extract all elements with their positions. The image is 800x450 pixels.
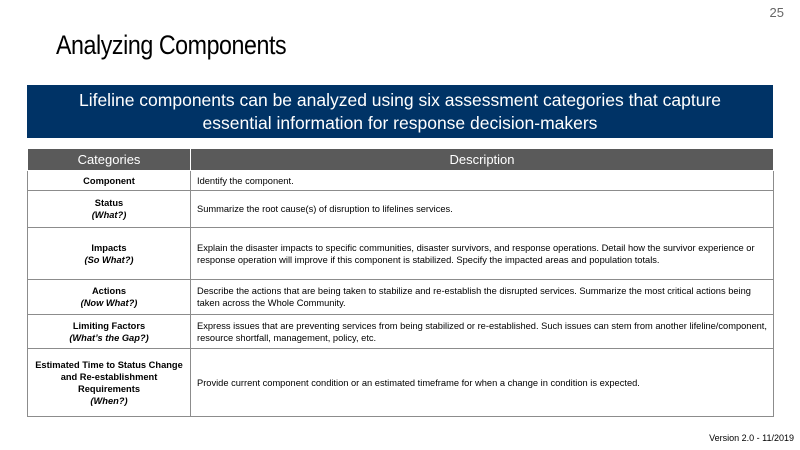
table-row-estimated-time	[28, 349, 774, 417]
description-cell: Describe the actions that are being taken to stabilize and re-establish the disrupted services. Summarize the most critical actions being taken across the Whole Community.	[191, 280, 774, 315]
header-categories: Categories	[28, 149, 191, 171]
banner-line-1: Lifeline components can be analyzed using six assessment categories that capture	[78, 89, 722, 110]
description-cell: Identify the component.	[191, 171, 774, 191]
description-cell: Summarize the root cause(s) of disruption to lifelines services.	[191, 191, 774, 228]
description-cell: Provide current component condition or an estimated timeframe for when a change in condition is expected.	[191, 349, 774, 417]
table-row-impacts	[28, 228, 774, 280]
version-footer: Version 2.0 - 11/2019	[709, 433, 794, 443]
category-name: Limiting Factors	[72, 320, 146, 331]
category-cell	[28, 191, 191, 228]
summary-banner	[27, 85, 773, 138]
categories-table	[27, 148, 774, 417]
category-question: (What?)	[91, 210, 127, 220]
category-name: Status	[94, 198, 124, 208]
table-row-status	[28, 191, 774, 228]
category-question: (So What?)	[84, 254, 134, 265]
category-question: (When?)	[90, 395, 128, 406]
category-name: Component	[83, 175, 135, 186]
category-cell	[28, 280, 191, 315]
description-cell: Explain the disaster impacts to specific communities, disaster survivors, and response operations. Detail how the survivor experience or response operation will improve if this component is stabilized. Specify the impacted areas and population totals.	[191, 228, 774, 280]
description-cell: Express issues that are preventing services from being stabilized or re-established. Such issues can stem from another lifeline/component, resource shortfall, management, policy, etc.	[191, 315, 774, 349]
slide-title: Analyzing Components	[56, 30, 287, 60]
table-row-component	[28, 171, 774, 191]
table-row-limiting-factors	[28, 315, 774, 349]
category-cell	[28, 349, 191, 417]
category-cell	[28, 228, 191, 280]
category-name: Actions	[91, 286, 127, 296]
category-cell	[28, 315, 191, 349]
category-question: (Now What?)	[80, 298, 138, 308]
banner-text	[79, 89, 721, 135]
category-name: Estimated Time to Status Change and Re-establishment Requirements	[35, 359, 183, 394]
category-question: (What’s the Gap?)	[69, 332, 149, 343]
table-row-actions	[28, 280, 774, 315]
banner-line-2: essential information for response decision-makers	[202, 112, 598, 133]
table-header-row	[28, 149, 774, 171]
category-cell	[28, 171, 191, 191]
page-number: 25	[769, 5, 784, 20]
category-name: Impacts	[91, 242, 127, 253]
header-description: Description	[191, 149, 774, 171]
